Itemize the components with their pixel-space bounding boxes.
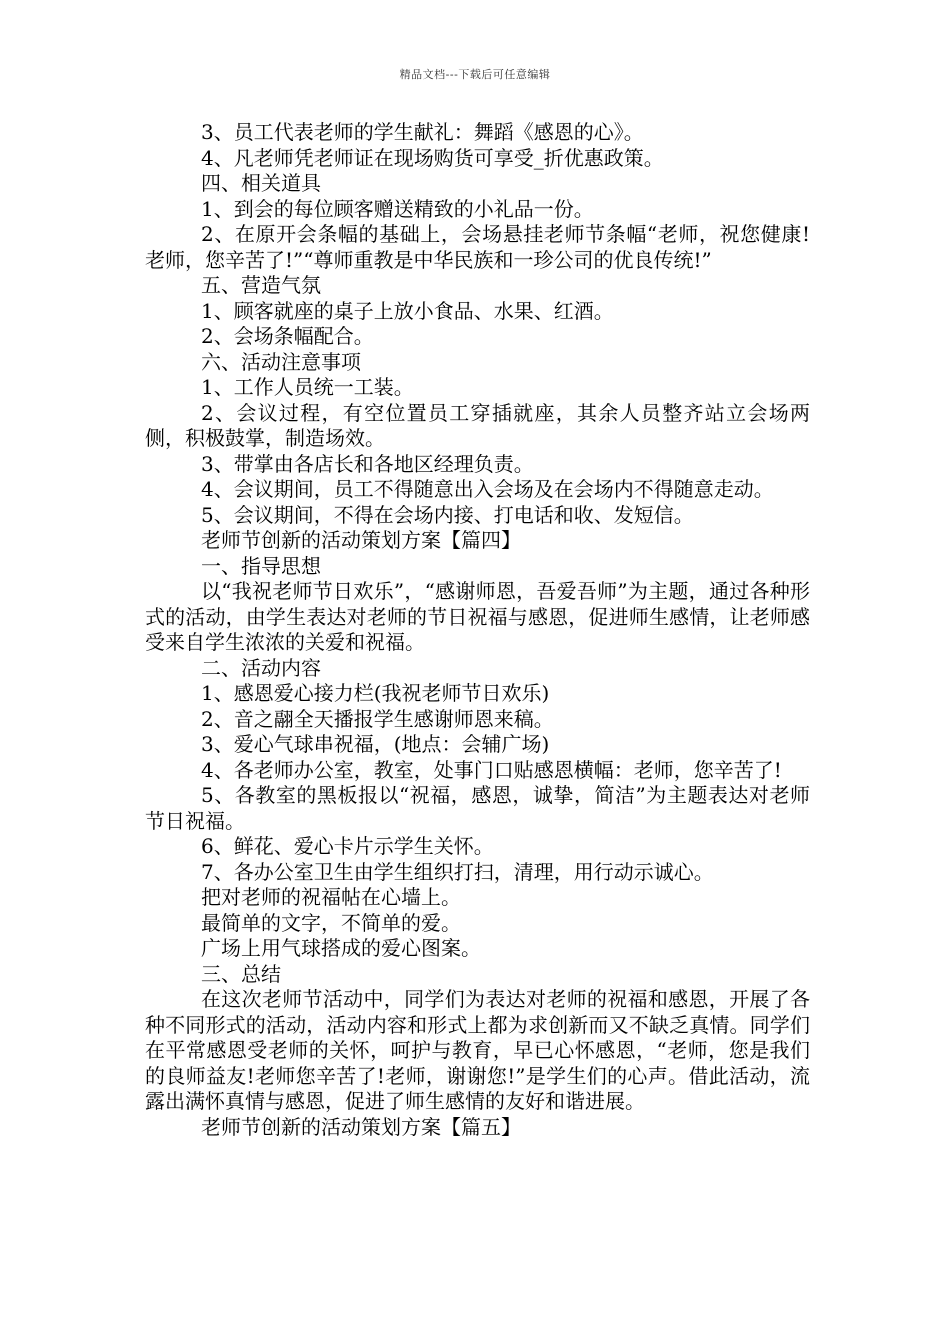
- paragraph: 3、爱心气球串祝福，(地点：会辅广场): [201, 732, 550, 756]
- section-heading: 一、指导思想: [201, 553, 321, 578]
- paragraph: 6、鲜花、爱心卡片示学生关怀。: [201, 834, 494, 858]
- paragraph: 5、会议期间，不得在会场内接、打电话和收、发短信。: [201, 502, 694, 527]
- section-heading: 五、营造气氛: [201, 273, 321, 297]
- paragraph: 7、各办公室卫生由学生组织打扫，清理，用行动示诚心。: [201, 859, 714, 884]
- paragraph: 5、各教室的黑板报以“祝福，感恩，诚挚，简洁”为主题表达对老师节日祝福。: [145, 783, 810, 833]
- paragraph: 最简单的文字，不简单的爱。: [201, 910, 461, 935]
- paragraph: 1、感恩爱心接力栏(我祝老师节日欢乐): [201, 681, 550, 705]
- paragraph: 广场上用气球搭成的爱心图案。: [201, 936, 481, 960]
- paragraph: 2、在原开会条幅的基础上，会场悬挂老师节条幅“老师，祝您健康!老师，您辛苦了!”“尊师重教是中华民族和一珍公司的优良传统!”: [145, 222, 810, 272]
- chapter-title: 老师节创新的活动策划方案【篇五】: [201, 1114, 521, 1139]
- paragraph: 2、会议过程，有空位置员工穿插就座，其余人员整齐站立会场两侧，积极鼓掌，制造场效。: [145, 400, 810, 450]
- paragraph: 4、各老师办公室，教室，处事门口贴感恩横幅：老师，您辛苦了!: [201, 757, 782, 782]
- paragraph: 3、员工代表老师的学生献礼：舞蹈《感恩的心》。: [201, 120, 644, 144]
- page-header-note: 精品文档---下载后可任意编辑: [399, 68, 551, 81]
- paragraph: 3、带掌由各店长和各地区经理负责。: [201, 451, 534, 476]
- paragraph: 在这次老师节活动中，同学们为表达对老师的祝福和感恩，开展了各种不同形式的活动，活动内容和形式上都为求创新而又不缺乏真情。同学们在平常感恩受老师的关怀，呵护与教育，早已心怀感恩，“老师，您是我们的良师益友!老师您辛苦了!老师，谢谢您!”是学生们的心声。借此活动，流露出满怀真情与感恩，促进了师生感情的友好和谐进展。: [145, 987, 810, 1113]
- section-heading: 六、活动注意事项: [201, 349, 361, 374]
- section-heading: 三、总结: [201, 961, 281, 986]
- paragraph: 以“我祝老师节日欢乐”，“感谢师恩，吾爱吾师”为主题，通过各种形式的活动，由学生表达对老师的节日祝福与感恩，促进师生感情，让老师感受来自学生浓浓的关爱和祝福。: [145, 579, 810, 654]
- chapter-title: 老师节创新的活动策划方案【篇四】: [201, 528, 521, 552]
- paragraph: 1、到会的每位顾客赠送精致的小礼品一份。: [201, 196, 594, 221]
- section-heading: 二、活动内容: [201, 655, 321, 680]
- paragraph: 1、顾客就座的桌子上放小食品、水果、红酒。: [201, 298, 614, 323]
- paragraph: 4、凡老师凭老师证在现场购货可享受_折优惠政策。: [201, 145, 664, 170]
- paragraph: 1、工作人员统一工装。: [201, 375, 414, 399]
- paragraph: 4、会议期间，员工不得随意出入会场及在会场内不得随意走动。: [201, 477, 774, 501]
- paragraph: 把对老师的祝福帖在心墙上。: [201, 885, 461, 909]
- paragraph: 2、音之翮全天播报学生感谢师恩来稿。: [201, 706, 554, 731]
- section-heading: 四、相关道具: [201, 171, 321, 195]
- paragraph: 2、会场条幅配合。: [201, 324, 374, 348]
- document-body: [145, 120, 810, 1140]
